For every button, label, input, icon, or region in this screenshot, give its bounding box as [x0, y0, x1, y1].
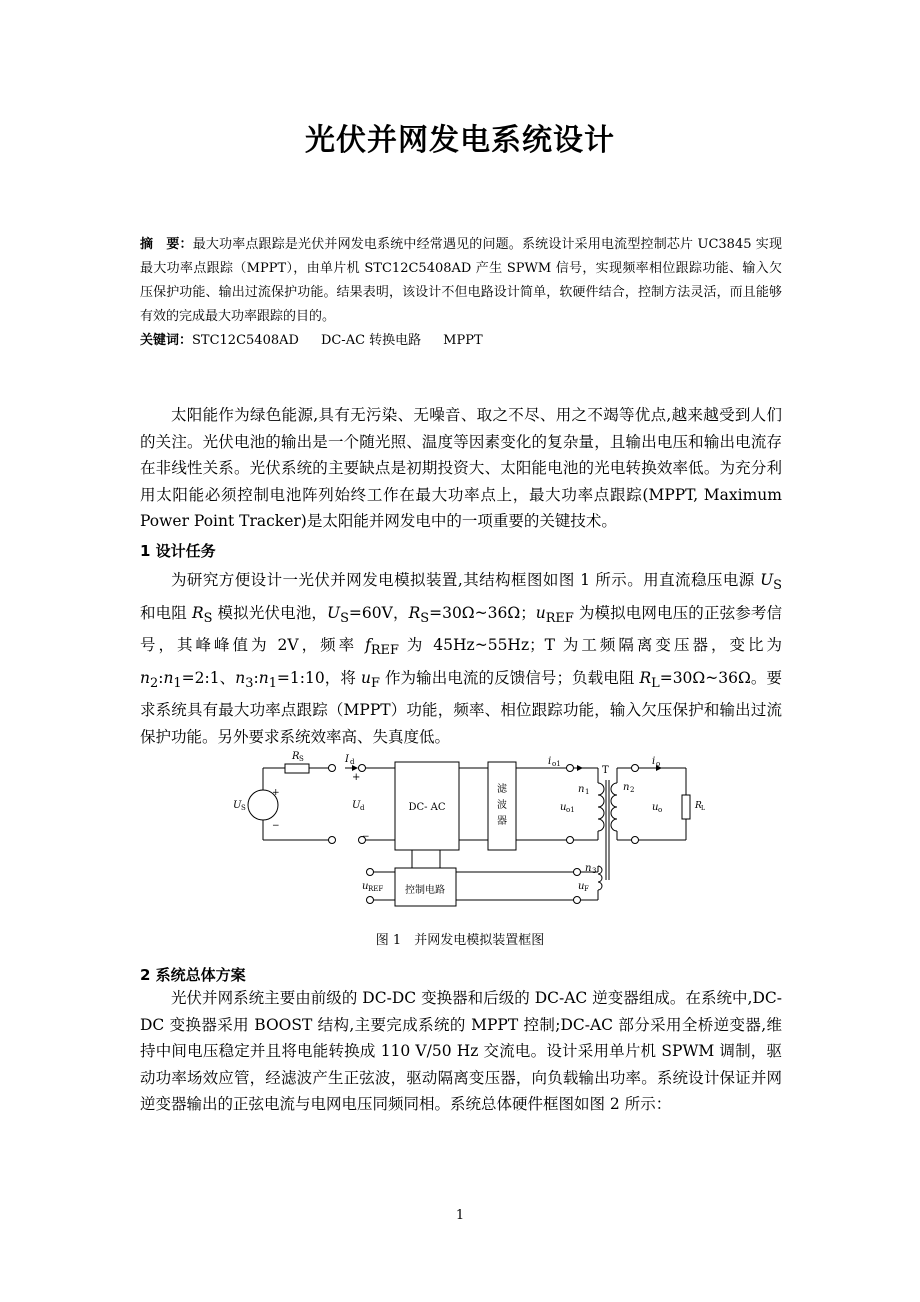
svg-text:d: d — [360, 804, 365, 812]
svg-text:o1: o1 — [566, 806, 575, 814]
abstract-text: 最大功率点跟踪是光伏并网发电系统中经常遇见的问题。系统设计采用电流型控制芯片 UC3845 实现最大功率点跟踪（MPPT），由单片机 STC12C5408AD 产生 SPWM 信号，实现频率相位跟踪功能、输入欠压保护功能、输出过流保护功能。结果表明，该设计不但电路设计简单，软硬件结合，控制方法灵活，而且能够有效的完成最大功率跟踪的目的。 — [140, 237, 782, 324]
paper-title: 光伏并网发电系统设计 — [305, 123, 615, 158]
svg-text:u: u — [578, 881, 585, 892]
keyword-1: STC12C5408AD — [192, 333, 299, 348]
svg-text:3: 3 — [592, 867, 597, 875]
io1-arrow — [577, 765, 583, 771]
svg-text:U: U — [233, 800, 242, 811]
abstract-label: 摘 要： — [140, 237, 193, 252]
svg-text:n: n — [585, 863, 592, 874]
svg-text:+: + — [272, 788, 280, 798]
svg-text:u: u — [652, 802, 659, 813]
dcac-label: DC- AC — [408, 802, 446, 813]
svg-text:o1: o1 — [552, 760, 561, 768]
svg-text:I: I — [345, 754, 349, 765]
section-2-paragraph: 光伏并网系统主要由前级的 DC-DC 变换器和后级的 DC-AC 逆变器组成。在系统中,DC-DC 变换器采用 BOOST 结构,主要完成系统的 MPPT 控制;DC-AC 部分采用全桥逆变器,维持中间电压稳定并且将电能转换成 110 V/50 Hz 交流电。设计采用单片机 SPWM 调制，驱动功率场效应管，经滤波产生正弦波，驱动隔离变压器，向负载输出功率。系统设计保证并网逆变器输出的正弦电流与电网电压同频同相。系统总体硬件框图如图 2 所示： — [140, 989, 782, 1113]
svg-text:R: R — [292, 751, 300, 762]
svg-text:R: R — [695, 801, 702, 811]
svg-text:o: o — [658, 806, 663, 814]
svg-text:−: − — [362, 832, 370, 842]
svg-text:2: 2 — [630, 786, 635, 794]
svg-text:d: d — [350, 758, 355, 766]
svg-text:波: 波 — [497, 800, 507, 811]
svg-text:−: − — [272, 821, 280, 831]
svg-text:i: i — [652, 756, 656, 767]
svg-text:F: F — [584, 885, 589, 893]
svg-text:o: o — [656, 760, 661, 768]
svg-text:n: n — [578, 784, 585, 795]
resistor-rs — [285, 764, 309, 773]
svg-text:REF: REF — [368, 885, 384, 893]
svg-text:L: L — [701, 805, 705, 812]
section-1-heading: 1 设计任务 — [140, 542, 216, 560]
keyword-2: DC-AC 转换电路 — [320, 333, 422, 348]
svg-text:+: + — [352, 772, 361, 783]
svg-text:1: 1 — [585, 788, 590, 796]
resistor-rl — [682, 795, 690, 819]
control-label: 控制电路 — [405, 885, 445, 896]
keyword-3: MPPT — [443, 333, 483, 348]
svg-text:S: S — [299, 755, 304, 763]
keywords-label: 关键词： — [140, 333, 193, 348]
svg-text:i: i — [548, 756, 552, 767]
page-number: 1 — [455, 1208, 465, 1223]
figure-1-caption: 图 1 并网发电模拟装置框图 — [375, 933, 545, 948]
svg-text:u: u — [560, 802, 567, 813]
secondary-coil — [611, 783, 617, 831]
svg-text:S: S — [241, 804, 246, 812]
feedback-coil — [598, 866, 602, 890]
primary-coil — [598, 783, 604, 831]
intro-paragraph: 太阳能作为绿色能源,具有无污染、无噪音、取之不尽、用之不竭等优点,越来越受到人们的关注。光伏电池的输出是一个随光照、温度等因素变化的复杂量，且输出电压和输出电流存在非线性关系。光伏系统的主要缺点是初期投资大、太阳能电池的光电转换效率低。为充分利用太阳能必须控制电池阵列始终工作在最大功率点上，最大功率点跟踪(MPPT, Maximum Power Point Tracker)是太阳能并网发电中的一项重要的关键技术。 — [140, 406, 782, 530]
svg-text:滤: 滤 — [497, 784, 507, 795]
svg-text:器: 器 — [497, 816, 507, 827]
section-1-paragraph: 为研究方便设计一光伏并网发电模拟装置,其结构框图如图 1 所示。用直流稳压电源 $U_S$ 和电阻 $R_S$ 模拟光伏电池，$U_S=60V$，$R_S=30\Omega\sim 36\Omega$；$u_{REF}$ 为模拟电网电压的正弦参考信号，其峰峰值为 2V，频率 $f_{REF}$ 为 45Hz~55Hz；T 为工频隔离变压器，变比为 $n_2:n_1=2:1$、$n_3:n_1=1:10$，将 $u_F$ 作为输出电流的反馈信号；负载电阻 $R_L=30\Omega\sim 36\Omega$。要求系统具有最大功率点跟踪（MPPT）功能，频率、相位跟踪功能，输入欠压保护和输出过流保护功能。另外要求系统效率高、失真度低。 — [140, 571, 783, 746]
section-2-heading: 2 系统总体方案 — [140, 966, 246, 984]
svg-text:n: n — [623, 782, 630, 793]
transformer-label: T — [602, 765, 609, 776]
svg-text:U: U — [352, 800, 361, 811]
svg-text:u: u — [362, 881, 369, 892]
